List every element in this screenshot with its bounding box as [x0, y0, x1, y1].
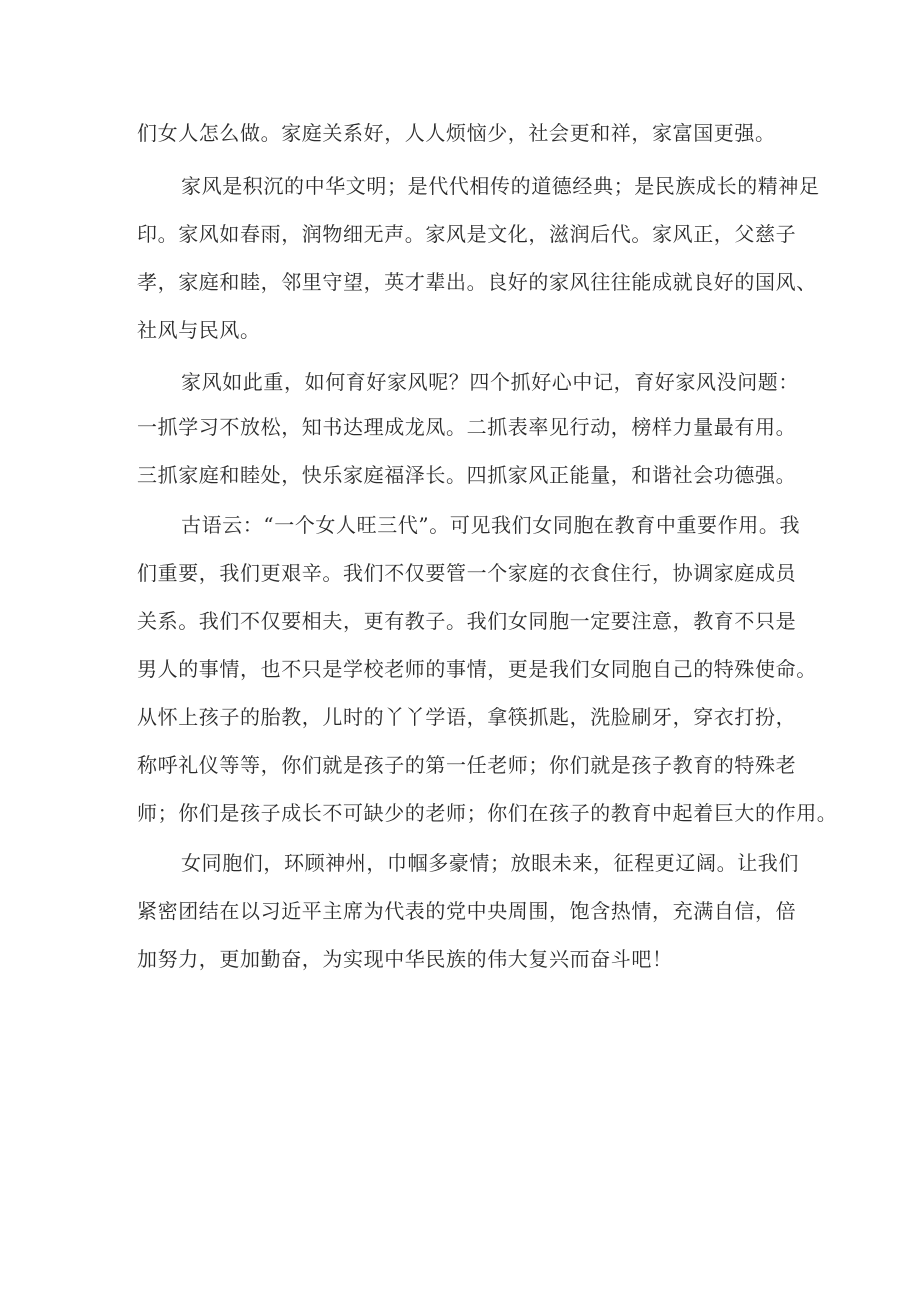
text-line: 加努力，更加勤奋，为实现中华民族的伟大复兴而奋斗吧！: [137, 947, 673, 971]
text-line: 师；你们是孩子成长不可缺少的老师；你们在孩子的教育中起着巨大的作用。: [137, 801, 838, 825]
text-line: 紧密团结在以习近平主席为代表的党中央周围，饱含热情，充满自信，倍: [137, 899, 797, 923]
text-line: 印。家风如春雨，润物细无声。家风是文化，滋润后代。家风正，父慈子: [137, 222, 797, 246]
text-line: 孝，家庭和睦，邻里守望，英才辈出。良好的家风往往能成就良好的国风、: [137, 270, 817, 294]
text-line: 从怀上孩子的胎教，儿时的丫丫学语，拿筷抓匙，洗脸刷牙，穿衣打扮，: [137, 705, 797, 729]
text-line: 三抓家庭和睦处，快乐家庭福泽长。四抓家风正能量，和谐社会功德强。: [137, 463, 797, 487]
text-line: 称呼礼仪等等，你们就是孩子的第一任老师；你们就是孩子教育的特殊老: [137, 753, 797, 777]
text-line: 们重要，我们更艰辛。我们不仅要管一个家庭的衣食住行，协调家庭成员: [137, 561, 797, 585]
text-line: 一抓学习不放松，知书达理成龙凤。二抓表率见行动，榜样力量最有用。: [137, 415, 797, 439]
text-line: 女同胞们，环顾神州，巾帼多豪情；放眼未来，征程更辽阔。让我们: [181, 851, 799, 875]
text-line: 家风是积沉的中华文明；是代代相传的道德经典；是民族成长的精神足: [181, 174, 820, 198]
text-line: 家风如此重，如何育好家风呢？四个抓好心中记，育好家风没问题：: [181, 370, 799, 394]
text-line: 古语云：“一个女人旺三代”。可见我们女同胞在教育中重要作用。我: [181, 513, 801, 537]
text-line: 关系。我们不仅要相夫，更有教子。我们女同胞一定要注意，教育不只是: [137, 609, 797, 633]
text-line: 社风与民风。: [137, 318, 261, 342]
text-line: 男人的事情，也不只是学校老师的事情，更是我们女同胞自己的特殊使命。: [137, 657, 817, 681]
text-line: 们女人怎么做。家庭关系好，人人烦恼少，社会更和祥，家富国更强。: [137, 121, 776, 145]
